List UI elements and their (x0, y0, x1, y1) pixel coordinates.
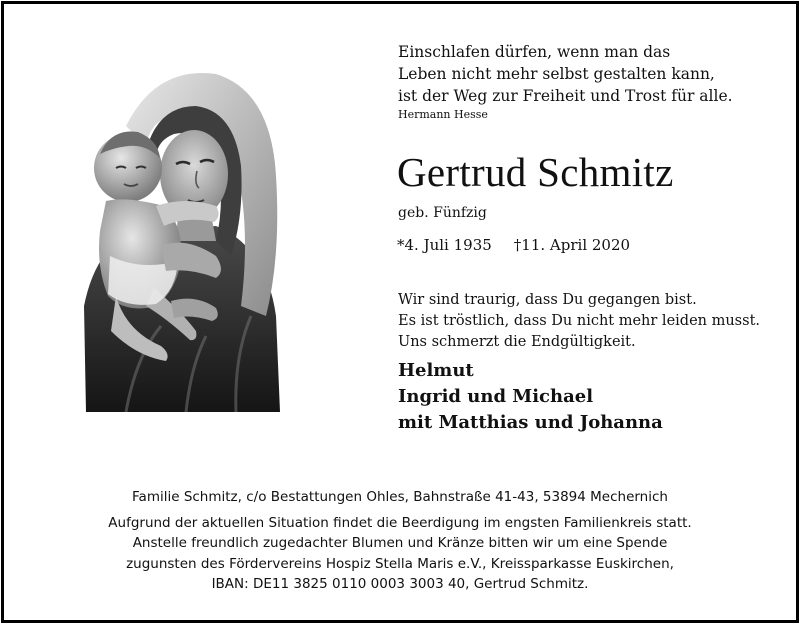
notice-line: Anstelle freundlich zugedachter Blumen und Kränze bitten wir um eine Spende (132, 535, 668, 551)
deceased-name: Gertrud Schmitz (397, 149, 674, 195)
death-cross-icon: † (513, 236, 522, 254)
life-dates (397, 236, 630, 254)
mourner-line: mit Matthias und Johanna (398, 412, 663, 433)
mourner-line: Ingrid und Michael (398, 386, 594, 407)
verse-line: Wir sind traurig, dass Du gegangen bist. (398, 292, 697, 308)
mourners (398, 358, 663, 436)
quote (398, 41, 733, 107)
verse-line: Uns schmerzt die Endgültigkeit. (398, 334, 636, 350)
birth-date: 4. Juli 1935 (404, 236, 492, 254)
contact-address: Familie Schmitz, c/o Bestattungen Ohles, Bahnstraße 41-43, 53894 Mechernich (132, 489, 668, 505)
quote-line: Leben nicht mehr selbst gestalten kann, (398, 65, 715, 83)
death-date: 11. April 2020 (521, 236, 631, 254)
footer-notice (4, 487, 796, 595)
notice-line: Aufgrund der aktuellen Situation findet die Beerdigung im engsten Familienkreis statt. (108, 514, 692, 531)
notice-line: IBAN: DE11 3825 0110 0003 3003 40, Gertrud Schmitz. (211, 576, 589, 592)
verse (398, 290, 760, 353)
quote-line: Einschlafen dürfen, wenn man das (398, 43, 671, 61)
mourner-line: Helmut (398, 360, 474, 381)
madonna-with-child-image (66, 56, 284, 412)
obituary-frame (1, 1, 799, 623)
verse-line: Es ist tröstlich, dass Du nicht mehr leiden musst. (398, 313, 761, 329)
quote-author: Hermann Hesse (398, 108, 488, 121)
quote-line: ist der Weg zur Freiheit und Trost für alle. (398, 87, 733, 105)
maiden-name: geb. Fünfzig (398, 205, 487, 221)
notice-line: zugunsten des Fördervereins Hospiz Stella Maris e.V., Kreissparkasse Euskirchen, (126, 555, 674, 572)
birth-symbol: * (397, 236, 405, 254)
